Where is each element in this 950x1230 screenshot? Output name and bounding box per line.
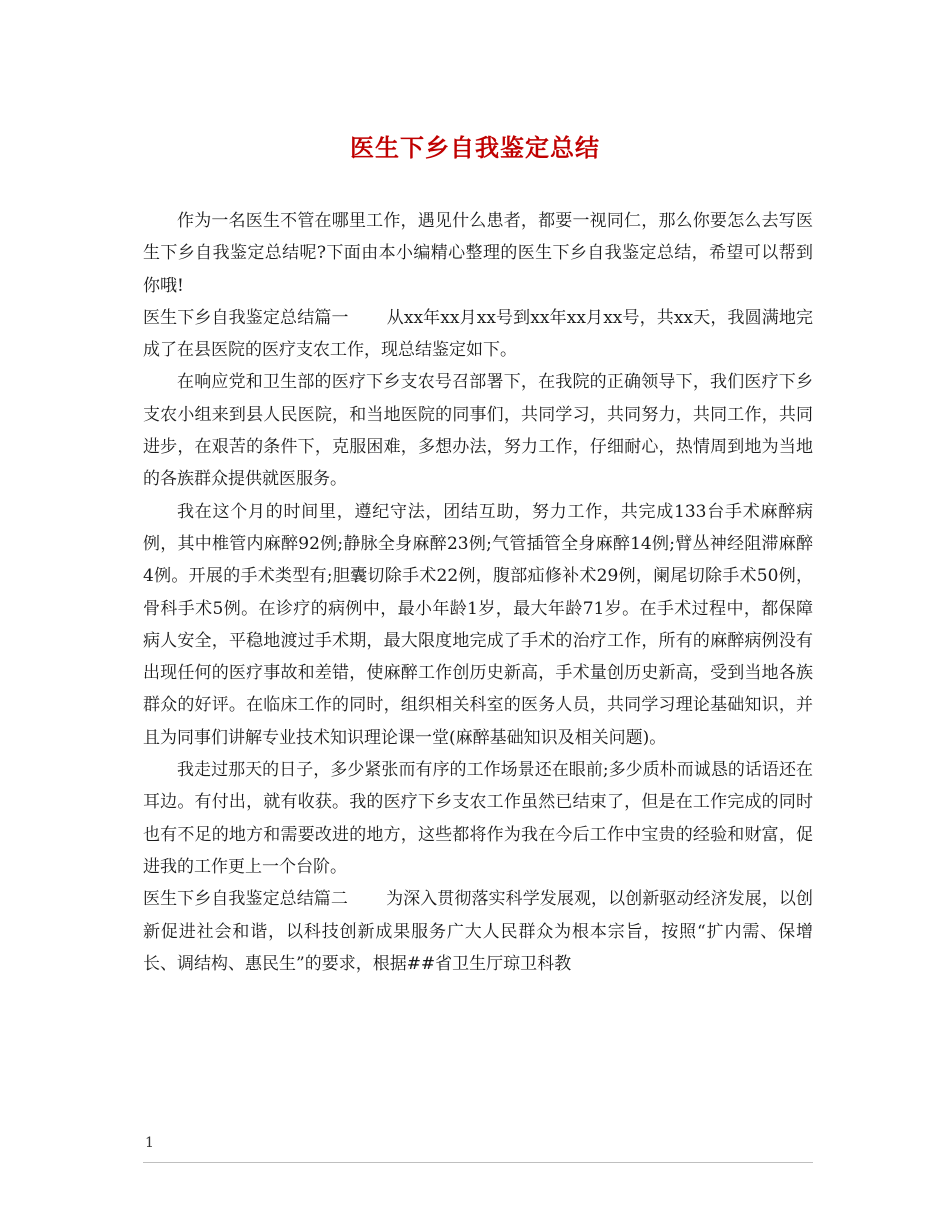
paragraph-reflection: 我走过那天的日子，多少紧张而有序的工作场景还在眼前;多少质朴而诚恳的话语还在耳边。有付出，就有收获。我的医疗下乡支农工作虽然已结束了，但是在工作完成的同时也有不足的地方和需要改进的地方，这些都将作为我在今后工作中宝贵的经验和财富，促进我的工作更上一个台阶。	[143, 760, 813, 877]
section-one-text: 从xx年xx月xx号到xx年xx月xx号，共xx天，我圆满地完成了在县医院的医疗支农工作，现总结鉴定如下。	[143, 307, 813, 361]
paragraph-response: 在响应党和卫生部的医疗下乡支农号召部署下，在我院的正确领导下，我们医疗下乡支农小组来到县人民医院，和当地医院的同事们，共同学习，共同努力，共同工作，共同进步，在艰苦的条件下，克服困难，多想办法，努力工作，仔细耐心，热情周到地为当地的各族群众提供就医服务。	[143, 372, 813, 490]
page-number: 1	[145, 1135, 154, 1151]
paragraph-work-results: 我在这个月的时间里，遵纪守法，团结互助，努力工作，共完成133台手术麻醉病例，其中椎管内麻醉92例;静脉全身麻醉23例;气管插管全身麻醉14例;臂丛神经阻滞麻醉4例。开展的手术类型有;胆囊切除手术22例，腹部疝修补术29例，阑尾切除手术50例，骨科手术5例。在诊疗的病例中，最小年龄1岁，最大年龄71岁。在手术过程中，都保障病人安全，平稳地渡过手术期，最大限度地完成了手术的治疗工作，所有的麻醉病例没有出现任何的医疗事故和差错，使麻醉工作创历史新高，手术量创历史新高，受到当地各族群众的好评。在临床工作的同时，组织相关科室的医务人员，共同学习理论基础知识，并且为同事们讲解专业技术知识理论课一堂(麻醉基础知识及相关问题)。	[143, 501, 813, 748]
paragraph-intro: 作为一名医生不管在哪里工作，遇见什么患者，都要一视同仁，那么你要怎么去写医生下乡自我鉴定总结呢?下面由本小编精心整理的医生下乡自我鉴定总结，希望可以帮到你哦!	[143, 211, 813, 296]
paragraph-section-one	[143, 302, 813, 367]
paragraph-section-two	[143, 883, 813, 980]
document-body	[143, 205, 813, 980]
section-two-text: 为深入贯彻落实科学发展观，以创新驱动经济发展，以创新促进社会和谐，以科技创新成果服务广大人民群众为根本宗旨，按照“扩内需、保增长、调结构、惠民生”的要求，根据##省卫生厅琼卫科教	[143, 889, 814, 974]
document-title: 医生下乡自我鉴定总结	[350, 134, 600, 162]
section-heading-two: 医生下乡自我鉴定总结篇二	[143, 889, 348, 910]
footer-divider	[143, 1162, 813, 1163]
section-heading-one: 医生下乡自我鉴定总结篇一	[143, 307, 349, 328]
